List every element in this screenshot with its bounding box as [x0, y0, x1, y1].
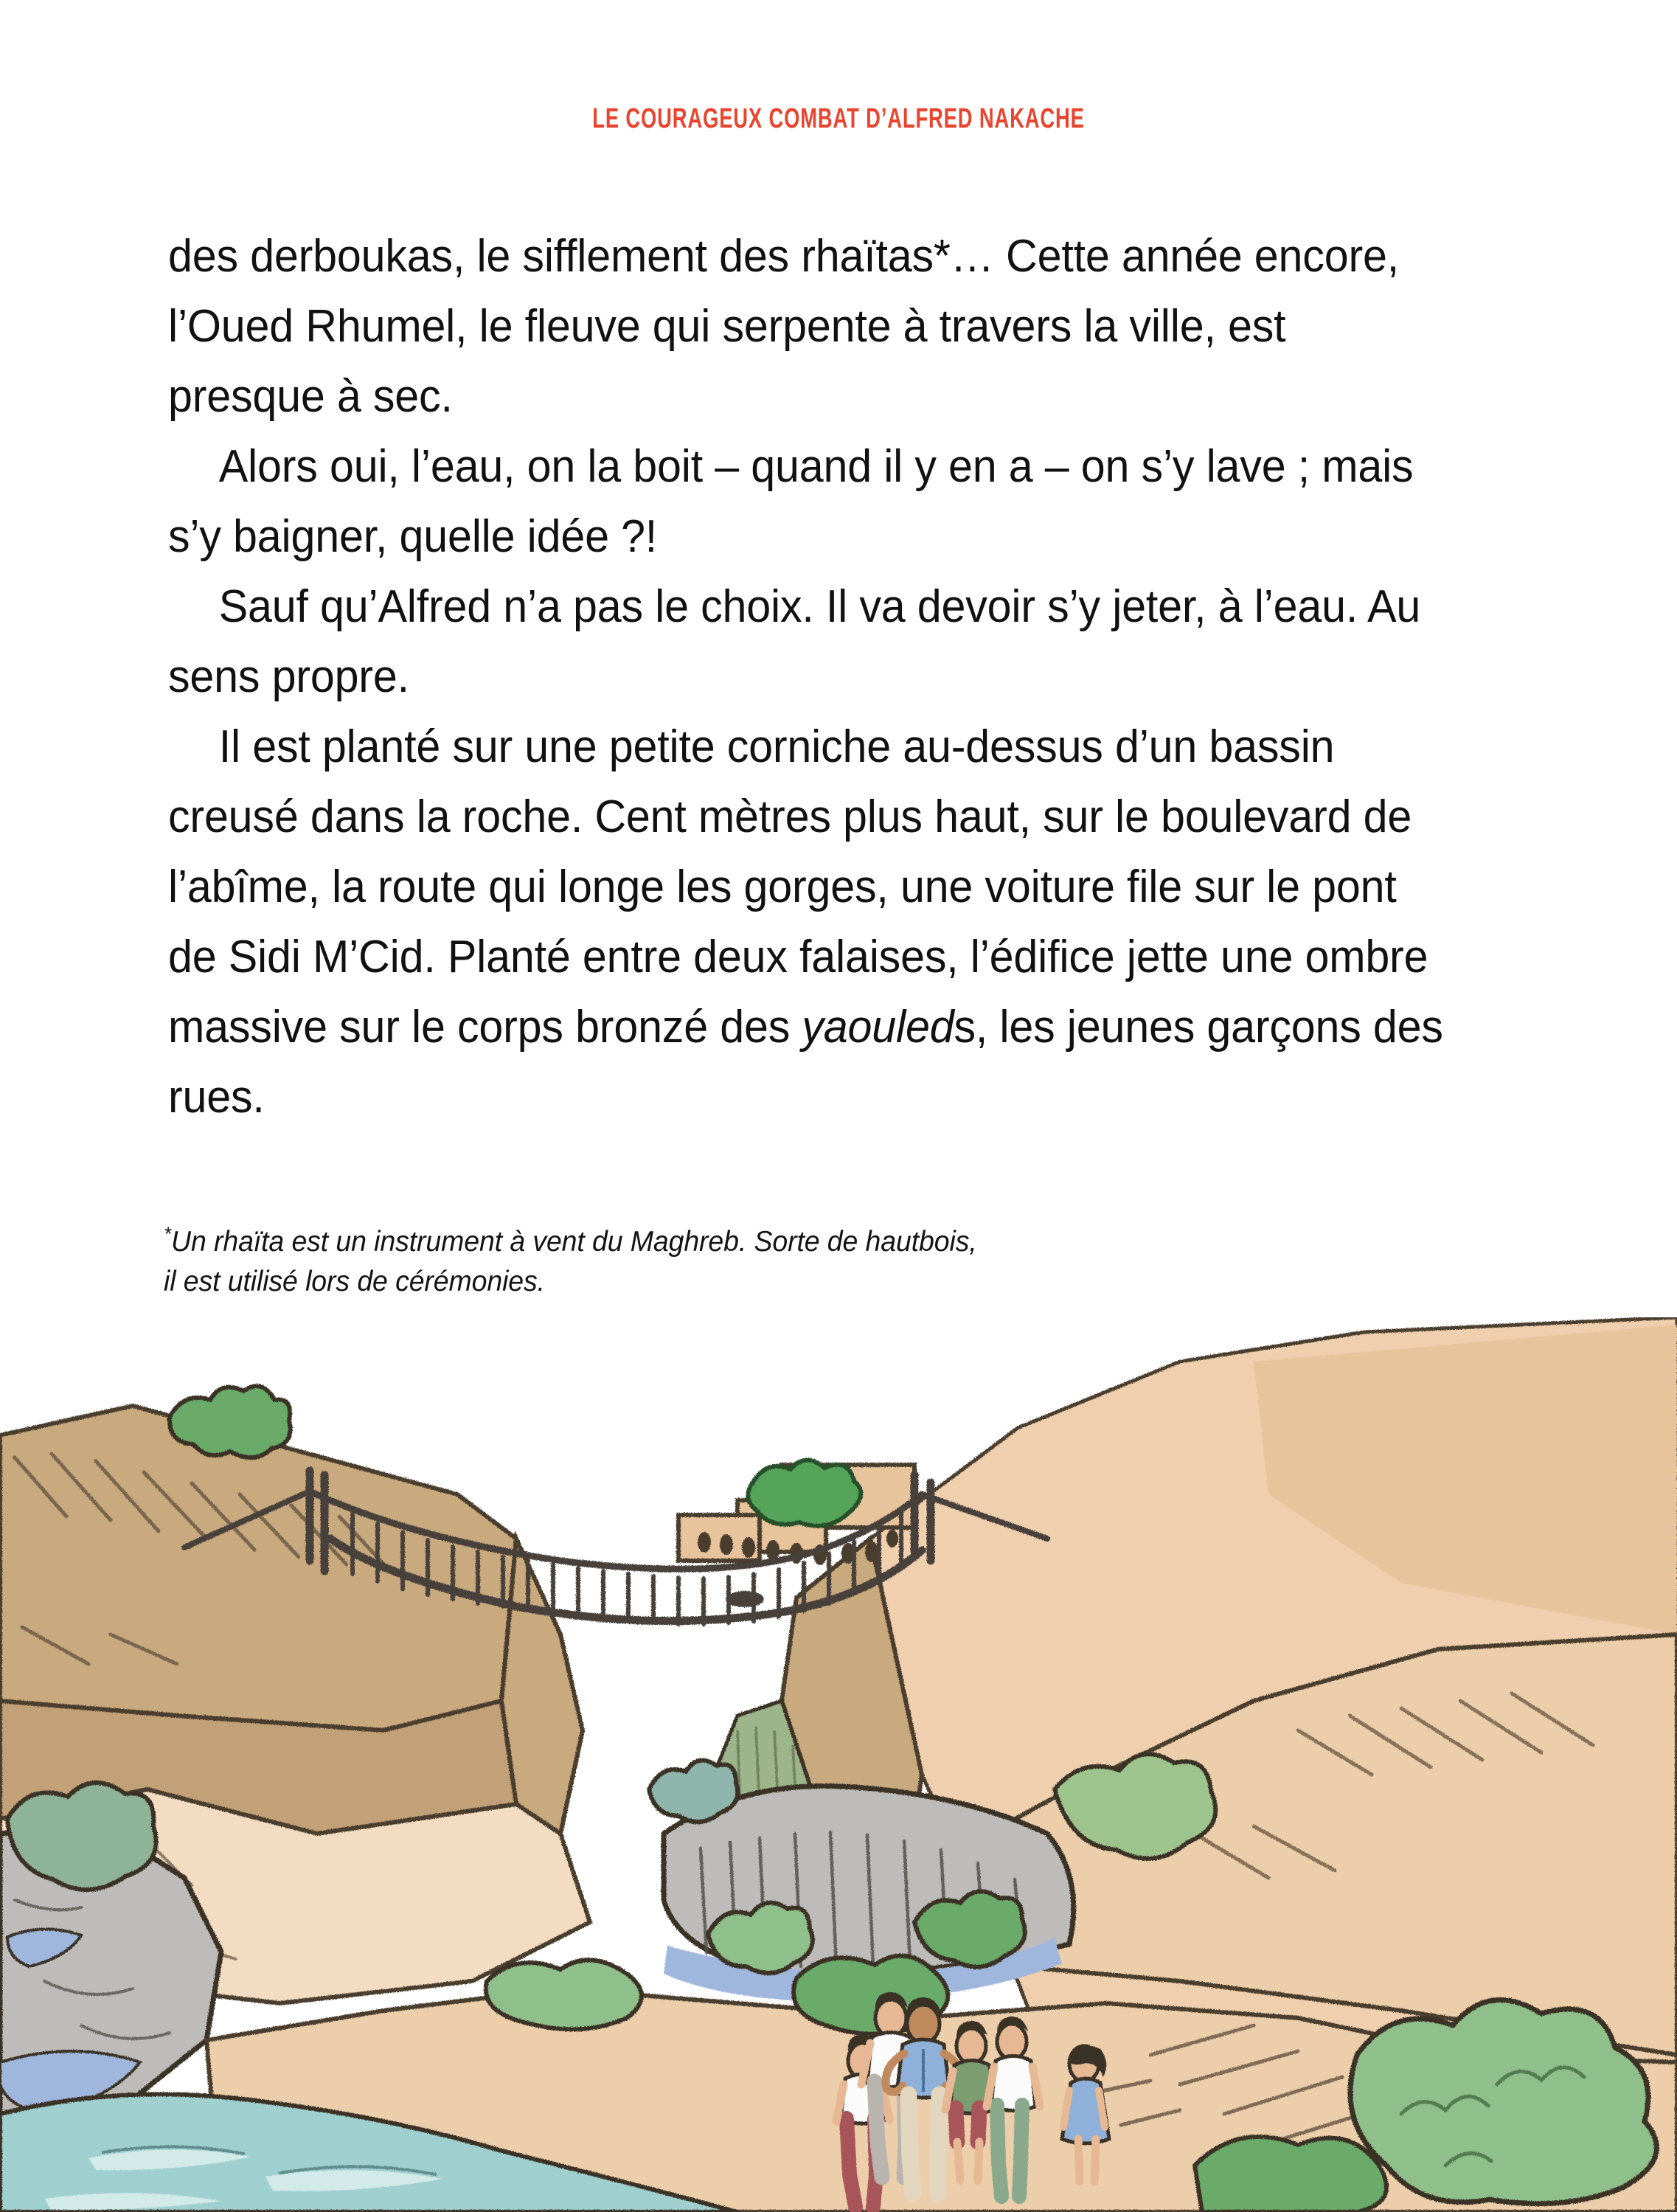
bush-bottom-right-small: [1195, 2137, 1386, 2212]
running-head: LE COURAGEUX COMBAT D’ALFRED NAKACHE: [592, 103, 1085, 134]
paragraph-4-italic-term: yaouled: [802, 1002, 954, 1053]
paragraph-4-part-b: s, les jeunes garçons des rues.: [168, 1002, 1443, 1123]
footnote-marker: *: [164, 1223, 172, 1245]
town-trees: [748, 1460, 861, 1525]
footnote-line-1: Un rhaïta est un instrument à vent du Maghreb. Sorte de hautbois,: [171, 1226, 977, 1258]
paragraph-1: des derboukas, le sifflement des rhaïtas*… Cette année encore, l’Oued Rhumel, le fleuve qui serpente à travers la ville, est presque à sec.: [168, 231, 1399, 422]
paragraph-4-part-a: Il est planté sur une petite corniche au-dessus d’un bassin creusé dans la roche. Cent mètres plus haut, sur le boulevard de l’abîme, la route qui longe les gorges, une voiture file sur le pont de Sidi M’Cid. Planté entre deux falaises, l’édifice jette une ombre massive sur le corps bronzé des: [168, 721, 1428, 1053]
bush-bottom-right: [1350, 2000, 1656, 2203]
body-text: [168, 221, 1448, 1132]
gorge-illustration: [0, 1317, 1677, 2212]
car-on-bridge: [726, 1591, 764, 1607]
paragraph-3: Sauf qu’Alfred n’a pas le choix. Il va devoir s’y jeter, à l’eau. Au sens propre.: [168, 581, 1421, 702]
bush-center-shore: [486, 1960, 642, 2029]
illustration: [0, 1317, 1677, 2212]
footnote: [164, 1214, 1226, 1302]
paragraph-4: [168, 712, 1448, 1132]
paragraph-2: Alors oui, l’eau, on la boit – quand il y en a – on s’y lave ; mais s’y baigner, quelle idée ?!: [168, 441, 1414, 562]
footnote-line-2: il est utilisé lors de cérémonies.: [164, 1266, 545, 1297]
